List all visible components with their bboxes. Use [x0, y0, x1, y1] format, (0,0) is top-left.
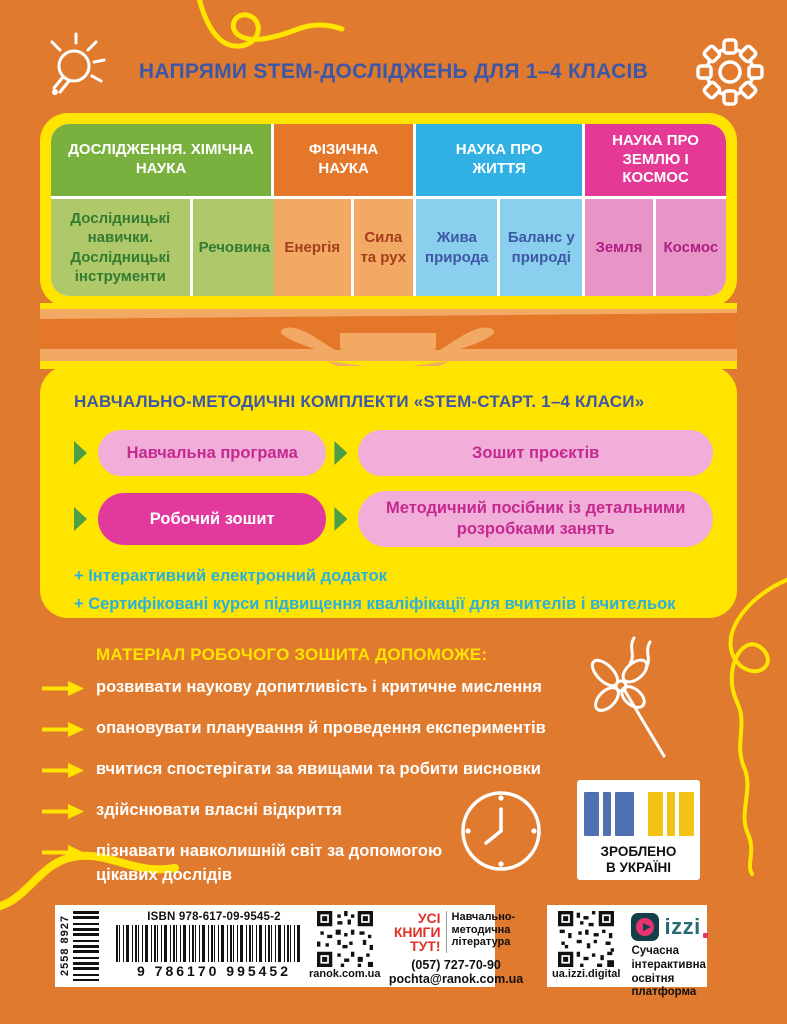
qr-code-icon — [558, 911, 614, 967]
ean-barcode-icon — [116, 925, 312, 962]
isbn-barcode-block — [55, 905, 335, 987]
benefit-arrow-icon — [42, 763, 84, 778]
benefit-arrow-icon — [42, 845, 84, 860]
column-header: ДОСЛІДЖЕННЯ. ХІМІЧНА НАУКА — [51, 124, 271, 196]
publisher-contact-block — [303, 905, 524, 987]
qr-code-icon — [317, 911, 373, 967]
kit-pill: Методичний посібник із детальними розробками занять — [358, 491, 713, 547]
column-physical-science — [274, 124, 413, 296]
publisher-site: ranok.com.ua — [309, 968, 381, 980]
benefits-list — [42, 676, 602, 888]
kit-pill: Зошит проєктів — [358, 430, 713, 476]
benefit-text: здійснювати власні відкриття — [96, 800, 342, 819]
izzi-url: ua.izzi.digital — [552, 968, 621, 980]
table-cell: Жива природа — [416, 199, 497, 296]
made-in-ukraine-badge — [577, 780, 700, 880]
benefit-arrow-icon — [42, 681, 84, 696]
squiggle-top-icon — [170, 0, 350, 56]
list-item — [42, 840, 602, 888]
kit-item — [334, 430, 713, 476]
ean-digits: 9 786170 995452 — [137, 963, 291, 979]
publisher-phone: (057) 727-70-90 — [411, 958, 501, 972]
table-cell: Земля — [585, 199, 653, 296]
kit-item — [74, 430, 326, 476]
benefit-text: вчитися спостерігати за явищами та робити висновки — [96, 759, 541, 778]
kit-pill: Навчальна програма — [98, 430, 326, 476]
column-chemical-science — [51, 124, 271, 296]
flag-bars-icon — [584, 792, 694, 836]
izzi-play-icon — [631, 913, 659, 941]
kit-extra: + Інтерактивний електронний додаток — [74, 567, 387, 585]
triangle-bullet-icon — [334, 441, 347, 465]
kits-section — [40, 366, 737, 618]
triangle-bullet-icon — [74, 507, 87, 531]
izzi-wordmark: izzi — [664, 914, 701, 939]
kit-item — [334, 491, 713, 547]
list-item — [42, 676, 602, 700]
kit-pill-highlighted: Робочий зошит — [98, 493, 326, 545]
benefit-text: опановувати планування й проведення експериментів — [96, 718, 546, 737]
side-barcode-icon — [73, 911, 99, 981]
table-cell: Речовина — [193, 199, 276, 296]
kit-extra: + Сертифіковані курси підвищення кваліфікації для вчителів і вчительок — [74, 595, 676, 613]
column-earth-space-science — [585, 124, 726, 296]
table-cell: Енергія — [274, 199, 350, 296]
izzi-dot-icon — [703, 933, 708, 938]
benefit-text: розвивати наукову допитливість і критичне мислення — [96, 678, 542, 696]
made-in-line1: ЗРОБЛЕНО — [600, 844, 677, 859]
made-in-line2: В УКРАЇНІ — [606, 859, 671, 875]
publisher-category: Навчально-методична література — [451, 911, 516, 949]
table-cell: Сила та рух — [354, 199, 414, 296]
benefits-heading: МАТЕРІАЛ РОБОЧОГО ЗОШИТА ДОПОМОЖЕ: — [96, 645, 488, 664]
benefit-text: пізнавати навколишній світ за допомогою цікавих дослідів — [96, 841, 443, 884]
stem-directions-table — [40, 113, 737, 307]
isbn-label: ISBN 978-617-09-9545-2 — [147, 911, 281, 923]
izzi-platform-block — [547, 905, 707, 999]
column-life-science — [416, 124, 582, 296]
kits-title: НАВЧАЛЬНО-МЕТОДИЧНІ КОМПЛЕКТИ «STEM-СТАРТ. 1–4 КЛАСИ» — [74, 392, 645, 411]
table-cell: Баланс у природі — [500, 199, 582, 296]
column-header: ФІЗИЧНА НАУКА — [274, 124, 413, 196]
column-header: НАУКА ПРО ЗЕМЛЮ І КОСМОС — [585, 124, 726, 196]
benefit-arrow-icon — [42, 804, 84, 819]
column-header: НАУКА ПРО ЖИТТЯ — [416, 124, 582, 196]
list-item — [42, 799, 602, 823]
page-title: НАПРЯМИ STEM-ДОСЛІДЖЕНЬ ДЛЯ 1–4 КЛАСІВ — [138, 60, 649, 83]
list-item — [42, 758, 602, 782]
izzi-logo — [631, 913, 717, 941]
barcode-side-number: 2558 8927 — [59, 915, 71, 977]
triangle-bullet-icon — [74, 441, 87, 465]
list-item — [42, 717, 602, 741]
triangle-bullet-icon — [334, 507, 347, 531]
down-arrow-decoration — [40, 303, 737, 369]
publisher-email: pochta@ranok.com.ua — [388, 972, 524, 986]
publisher-slogan: УСІ КНИГИ ТУТ! — [393, 910, 441, 954]
benefit-arrow-icon — [42, 722, 84, 737]
table-cell: Космос — [656, 199, 726, 296]
table-cell: Дослідницькі навички. Дослідницькі інструменти — [51, 199, 190, 296]
izzi-description: Сучасна інтерактивна освітня платформа — [631, 945, 706, 999]
kit-item — [74, 491, 326, 547]
